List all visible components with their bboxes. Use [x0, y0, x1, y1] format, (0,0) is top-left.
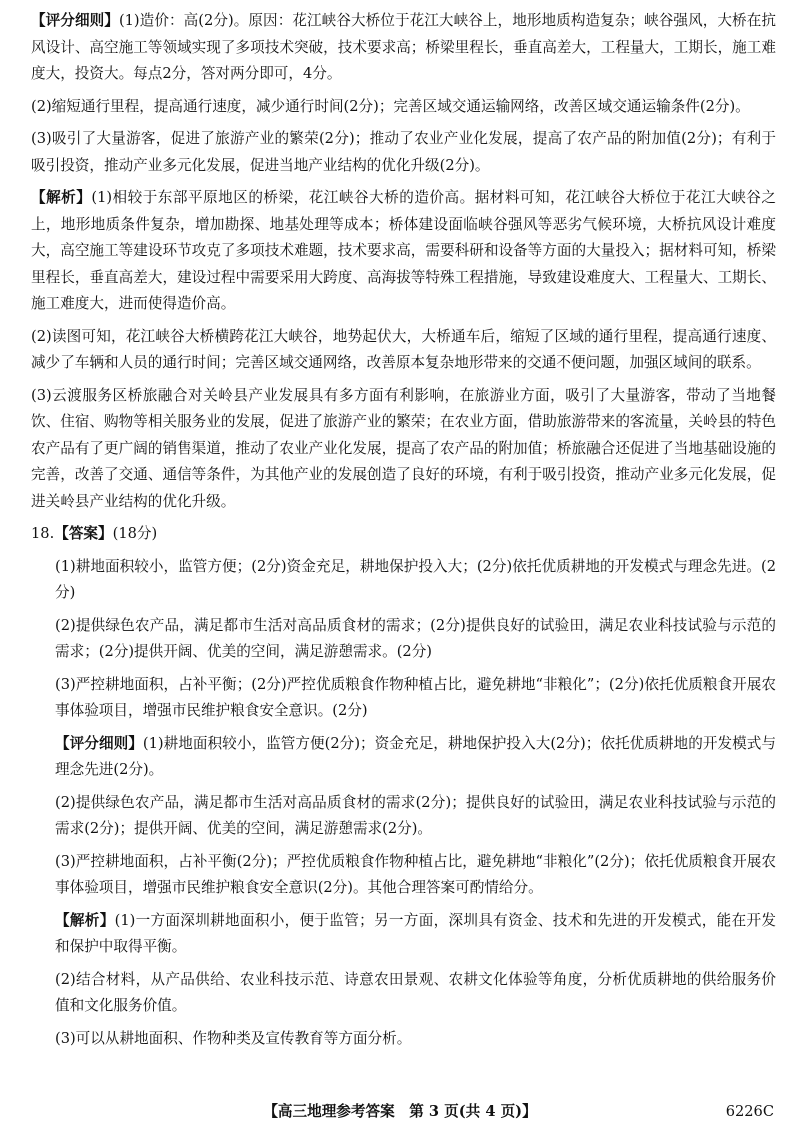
page-footer	[0, 1100, 800, 1124]
q18-analysis-1: 【 解析 】 (1)一方面深圳耕地面积小，便于监管；另一方面，深圳具有资金、技术和先进的开发模式，能在开发和保护中取得平衡。	[31, 908, 776, 961]
q17-analysis-3: (3)云渡服务区桥旅融合对关岭县产业发展具有多方面有利影响，在旅游业方面，吸引了大量游客，带动了当地餐饮、住宿、购物等相关服务业的发展，促进了旅游产业的繁荣；在农业方面，借助旅游带来的客流量，关岭县的特色农产品有了更广阔的销售渠道，推动了农业产业化发展，提高了农产品的附加值；桥旅融合还促进了当地基础设施的完善，改善了交通、通信等条件，为其他产业的发展创造了良好的环境，有利于吸引投资，推动产业多元化发展，促进关岭县产业结构的优化升级。	[31, 386, 776, 510]
scoring-label: 【 评分细则 】	[55, 735, 143, 752]
q17-scoring-2: (2)缩短通行里程，提高通行速度，减少通行时间(2分)；完善区域交通运输网络，改善区域交通运输条件(2分)。	[31, 97, 750, 115]
q18-scoring-1: 【 评分细则 】 (1)耕地面积较小，监管方便(2分)；资金充足，耕地保护投入大(2分)；依托优质耕地的开发模式与理念先进(2分)。	[31, 731, 776, 784]
q18-analysis-3: (3)可以从耕地面积、作物种类及宣传教育等方面分析。	[55, 1029, 412, 1047]
scoring-label: 【 评分细则 】	[31, 12, 119, 29]
q18-answer-3: (3)严控耕地面积，占补平衡；(2分)严控优质粮食作物种植占比，避免耕地“非粮化”；(2分)依托优质粮食开展农事体验项目，增强市民维护粮食安全意识。(2分)	[55, 675, 776, 719]
question-score: (18分)	[112, 525, 158, 542]
q18-heading	[31, 521, 776, 548]
answer-label: 【 答案 】	[54, 525, 112, 542]
q17-analysis-1: 【 解析 】 (1)相较于东部平原地区的桥梁，花江峡谷大桥的造价高。据材料可知，花江峡谷大桥位于花江大峡谷之上，地形地质条件复杂，增加勘探、地基处理等成本；桥体建设面临峡谷强风等恶劣气候环境，大桥抗风设计难度大，高空施工等建设环节攻克了多项技术难题，技术要求高，需要科研和设备等方面的大量投入；据材料可知，桥梁里程长，垂直高差大，建设过程中需要采用大跨度、高海拔等特殊工程措施，导致建设难度大、工程量大、工期长、施工难度大，进而使得造价高。	[31, 185, 776, 318]
answer-content	[31, 8, 776, 1058]
analysis-label: 【 解析 】	[55, 912, 115, 929]
q18-answer-2: (2)提供绿色农产品，满足都市生活对高品质食材的需求；(2分)提供良好的试验田，满足农业科技试验与示范的需求；(2分)提供开阔、优美的空间，满足游憩需求。(2分)	[55, 616, 776, 660]
question-number: 18.	[31, 525, 55, 542]
q17-scoring-1: 【 评分细则 】 (1)造价：高(2分)。原因：花江峡谷大桥位于花江大峡谷上，地形地质构造复杂；峡谷强风，大桥在抗风设计、高空施工等领域实现了多项技术突破，技术要求高；桥梁里程长，垂直高差大，工程量大，工期长，施工难度大，投资大。每点2分，答对两分即可，4分。	[31, 8, 776, 88]
q18-analysis-2: (2)结合材料，从产品供给、农业科技示范、诗意农田景观、农耕文化体验等角度，分析优质耕地的供给服务价值和文化服务价值。	[55, 970, 776, 1014]
footer-title: 【高三地理参考答案 第 3 页(共 4 页)】	[263, 1103, 537, 1120]
q17-analysis-2: (2)读图可知，花江峡谷大桥横跨花江大峡谷，地势起伏大，大桥通车后，缩短了区域的通行里程，提高通行速度、减少了车辆和人员的通行时间；完善区域交通网络，改善原本复杂地形带来的交通不便问题，加强区域间的联系。	[31, 327, 776, 371]
footer-code: 6226C	[725, 1103, 774, 1120]
q18-scoring-2: (2)提供绿色农产品，满足都市生活对高品质食材的需求(2分)；提供良好的试验田，满足农业科技试验与示范的需求(2分)；提供开阔、优美的空间，满足游憩需求(2分)。	[55, 793, 776, 837]
q18-scoring-3: (3)严控耕地面积，占补平衡(2分)；严控优质粮食作物种植占比，避免耕地“非粮化”(2分)；依托优质粮食开展农事体验项目，增强市民维护粮食安全意识(2分)。其他合理答案可酌情给分。	[55, 852, 776, 896]
q18-answer-1: (1)耕地面积较小，监管方便；(2分)资金充足，耕地保护投入大；(2分)依托优质耕地的开发模式与理念先进。(2分)	[55, 557, 776, 601]
analysis-label: 【 解析 】	[31, 189, 91, 206]
q17-scoring-3: (3)吸引了大量游客，促进了旅游产业的繁荣(2分)；推动了农业产业化发展，提高了农产品的附加值(2分)；有利于吸引投资，推动产业多元化发展，促进当地产业结构的优化升级(2分)。	[31, 130, 776, 174]
